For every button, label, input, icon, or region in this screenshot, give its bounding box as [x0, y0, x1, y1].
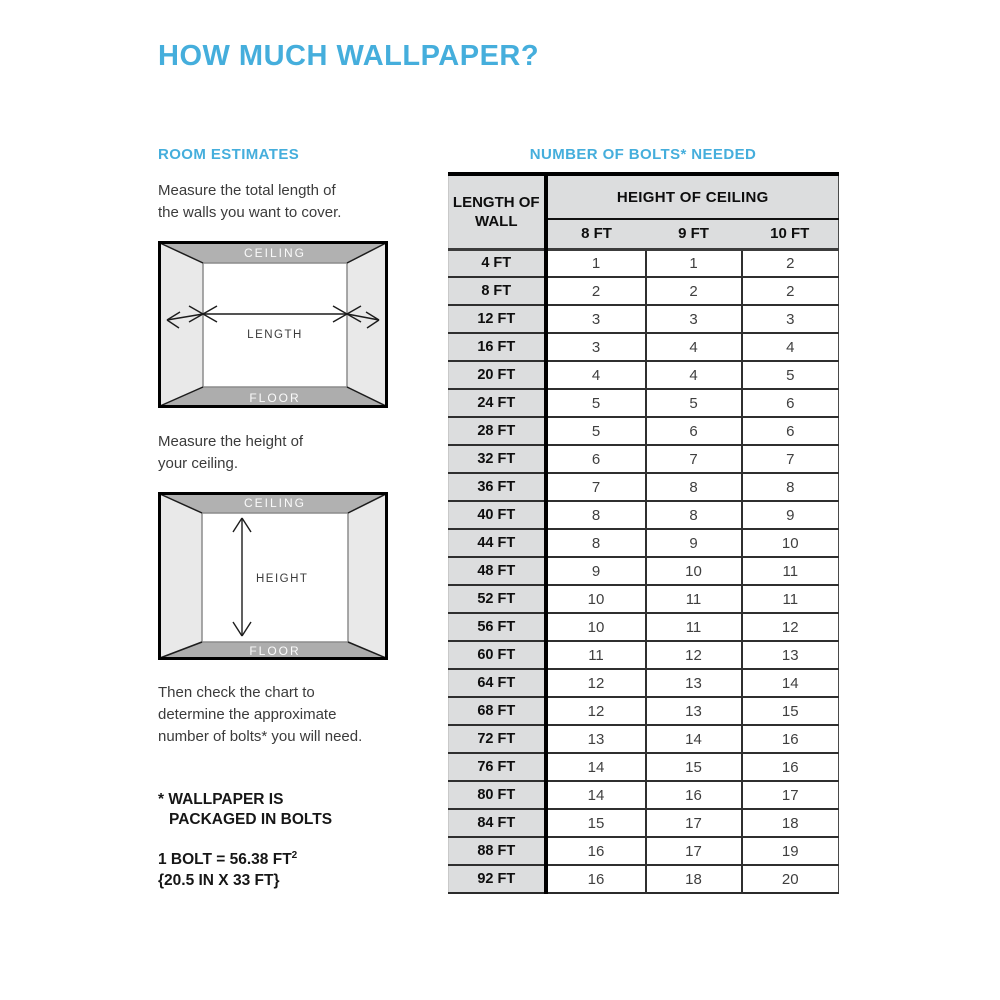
left-wall	[160, 243, 203, 406]
ceiling-8ft-header: 8 FT	[546, 219, 646, 249]
step1-line2: the walls you want to cover.	[158, 204, 342, 221]
bolt-footnote	[158, 790, 332, 830]
step2-line1: Measure the height of	[158, 433, 304, 450]
bolt-count-cell: 1	[546, 249, 646, 277]
bolt-count-cell: 12	[546, 669, 646, 697]
table-row	[449, 473, 839, 501]
length-label: LENGTH	[247, 329, 303, 341]
footnote-line2: PACKAGED IN BOLTS	[169, 811, 333, 828]
bolt-count-cell: 12	[742, 613, 839, 641]
bolt-dimensions: {20.5 IN X 33 FT}	[158, 872, 280, 890]
table-row	[449, 249, 839, 277]
bolt-count-cell: 13	[646, 697, 742, 725]
bolt-count-cell: 6	[546, 445, 646, 473]
bolt-count-cell: 17	[742, 781, 839, 809]
bolt-count-cell: 3	[742, 305, 839, 333]
step3-instructions	[158, 682, 362, 748]
wall-length-cell: 32 FT	[449, 445, 546, 473]
bolt-count-cell: 12	[546, 697, 646, 725]
step3-line2: determine the approximate	[158, 706, 337, 723]
bolt-count-cell: 17	[646, 809, 742, 837]
table-row	[449, 865, 839, 893]
height-label: HEIGHT	[256, 573, 309, 585]
bolt-count-cell: 13	[646, 669, 742, 697]
wall-length-cell: 44 FT	[449, 529, 546, 557]
wall-length-cell: 84 FT	[449, 809, 546, 837]
bolt-count-cell: 4	[546, 361, 646, 389]
bolt-count-cell: 14	[646, 725, 742, 753]
table-row	[449, 725, 839, 753]
wall-length-cell: 92 FT	[449, 865, 546, 893]
table-row	[449, 809, 839, 837]
wall-length-cell: 60 FT	[449, 641, 546, 669]
bolt-count-cell: 14	[546, 753, 646, 781]
bolt-equation	[158, 845, 297, 870]
step1-line1: Measure the total length of	[158, 182, 336, 199]
bolt-count-cell: 5	[742, 361, 839, 389]
wall-length-cell: 48 FT	[449, 557, 546, 585]
step1-instructions	[158, 180, 341, 224]
bolt-count-cell: 16	[742, 725, 839, 753]
step3-line1: Then check the chart to	[158, 684, 315, 701]
bolt-count-cell: 8	[646, 473, 742, 501]
bolt-count-cell: 7	[646, 445, 742, 473]
table-row	[449, 305, 839, 333]
bolt-count-cell: 16	[546, 865, 646, 893]
wall-length-cell: 72 FT	[449, 725, 546, 753]
table-row	[449, 613, 839, 641]
bolt-count-cell: 15	[742, 697, 839, 725]
wall-length-cell: 28 FT	[449, 417, 546, 445]
table-row	[449, 333, 839, 361]
bolt-count-cell: 16	[546, 837, 646, 865]
bolt-count-cell: 16	[646, 781, 742, 809]
bolt-count-cell: 6	[646, 417, 742, 445]
bolts-table	[448, 172, 839, 894]
bolt-count-cell: 2	[546, 277, 646, 305]
bolt-equation-text: 1 BOLT = 56.38 FT	[158, 851, 292, 869]
wall-length-cell: 88 FT	[449, 837, 546, 865]
bolts-table-header	[449, 174, 839, 249]
bolt-count-cell: 9	[546, 557, 646, 585]
bolt-count-cell: 11	[646, 585, 742, 613]
table-row	[449, 417, 839, 445]
wall-length-cell: 36 FT	[449, 473, 546, 501]
wall-length-cell: 76 FT	[449, 753, 546, 781]
bolt-count-cell: 6	[742, 389, 839, 417]
bolt-count-cell: 5	[546, 417, 646, 445]
bolt-count-cell: 14	[742, 669, 839, 697]
left-wall	[160, 494, 202, 658]
bolt-count-cell: 12	[646, 641, 742, 669]
bolt-count-cell: 17	[646, 837, 742, 865]
bolt-count-cell: 18	[646, 865, 742, 893]
room-estimates-heading: ROOM ESTIMATES	[158, 146, 300, 163]
ceiling-label: CEILING	[243, 246, 307, 260]
room-height-diagram	[158, 492, 388, 660]
table-row	[449, 781, 839, 809]
table-row	[449, 277, 839, 305]
wall-length-cell: 52 FT	[449, 585, 546, 613]
bolt-count-cell: 10	[742, 529, 839, 557]
wall-length-cell: 8 FT	[449, 277, 546, 305]
bolt-count-cell: 10	[546, 585, 646, 613]
bolt-count-cell: 11	[646, 613, 742, 641]
table-row	[449, 641, 839, 669]
table-row	[449, 585, 839, 613]
room-length-diagram	[158, 241, 388, 408]
length-of-wall-header: LENGTH OF WALL	[449, 174, 546, 249]
bolt-count-cell: 8	[742, 473, 839, 501]
table-row	[449, 669, 839, 697]
bolt-count-cell: 15	[546, 809, 646, 837]
ceiling-10ft-header: 10 FT	[742, 219, 839, 249]
wall-length-cell: 56 FT	[449, 613, 546, 641]
bolt-count-cell: 2	[742, 249, 839, 277]
bolt-count-cell: 10	[546, 613, 646, 641]
bolt-count-cell: 3	[546, 333, 646, 361]
bolt-count-cell: 18	[742, 809, 839, 837]
bolt-count-cell: 10	[646, 557, 742, 585]
bolt-count-cell: 15	[646, 753, 742, 781]
bolt-count-cell: 8	[646, 501, 742, 529]
wall-length-cell: 40 FT	[449, 501, 546, 529]
bolt-count-cell: 9	[742, 501, 839, 529]
bolt-size-info	[158, 845, 297, 891]
bolt-count-cell: 14	[546, 781, 646, 809]
wall-length-cell: 68 FT	[449, 697, 546, 725]
bolts-table-body	[449, 249, 839, 893]
table-row	[449, 557, 839, 585]
bolt-count-cell: 8	[546, 529, 646, 557]
table-row	[449, 501, 839, 529]
step2-line2: your ceiling.	[158, 455, 239, 472]
wall-length-cell: 4 FT	[449, 249, 546, 277]
bolt-count-cell: 7	[546, 473, 646, 501]
bolt-count-cell: 13	[546, 725, 646, 753]
table-row	[449, 445, 839, 473]
floor-label: FLOOR	[249, 644, 301, 658]
bolt-count-cell: 13	[742, 641, 839, 669]
bolts-table-heading: NUMBER OF BOLTS* NEEDED	[529, 146, 757, 163]
wall-length-cell: 20 FT	[449, 361, 546, 389]
table-row	[449, 361, 839, 389]
wall-length-cell: 80 FT	[449, 781, 546, 809]
bolt-count-cell: 11	[546, 641, 646, 669]
bolt-count-cell: 4	[742, 333, 839, 361]
table-row	[449, 837, 839, 865]
ceiling-label: CEILING	[243, 496, 307, 510]
bolt-count-cell: 4	[646, 361, 742, 389]
right-wall	[348, 494, 386, 658]
wall-length-cell: 16 FT	[449, 333, 546, 361]
bolt-count-cell: 1	[646, 249, 742, 277]
bolt-count-cell: 19	[742, 837, 839, 865]
ceiling-9ft-header: 9 FT	[646, 219, 742, 249]
footnote-line1: * WALLPAPER IS	[158, 791, 284, 808]
bolt-count-cell: 4	[646, 333, 742, 361]
step2-instructions	[158, 431, 303, 475]
floor-label: FLOOR	[249, 391, 301, 405]
bolt-count-cell: 9	[646, 529, 742, 557]
wall-length-cell: 24 FT	[449, 389, 546, 417]
table-row	[449, 389, 839, 417]
right-wall	[347, 243, 386, 406]
back-wall	[203, 263, 347, 387]
bolt-equation-exponent: 2	[291, 850, 298, 861]
bolt-count-cell: 11	[742, 585, 839, 613]
bolt-count-cell: 2	[742, 277, 839, 305]
bolt-count-cell: 8	[546, 501, 646, 529]
table-row	[449, 529, 839, 557]
bolt-count-cell: 5	[546, 389, 646, 417]
bolt-count-cell: 7	[742, 445, 839, 473]
height-of-ceiling-header: HEIGHT OF CEILING	[546, 174, 839, 219]
bolt-count-cell: 16	[742, 753, 839, 781]
table-row	[449, 697, 839, 725]
bolt-count-cell: 5	[646, 389, 742, 417]
bolt-count-cell: 20	[742, 865, 839, 893]
table-row	[449, 753, 839, 781]
bolt-count-cell: 2	[646, 277, 742, 305]
bolt-count-cell: 3	[546, 305, 646, 333]
wall-length-cell: 12 FT	[449, 305, 546, 333]
step3-line3: number of bolts* you will need.	[158, 728, 363, 745]
bolt-count-cell: 3	[646, 305, 742, 333]
bolt-count-cell: 11	[742, 557, 839, 585]
page-title: HOW MUCH WALLPAPER?	[158, 40, 540, 72]
wall-length-cell: 64 FT	[449, 669, 546, 697]
bolt-count-cell: 6	[742, 417, 839, 445]
